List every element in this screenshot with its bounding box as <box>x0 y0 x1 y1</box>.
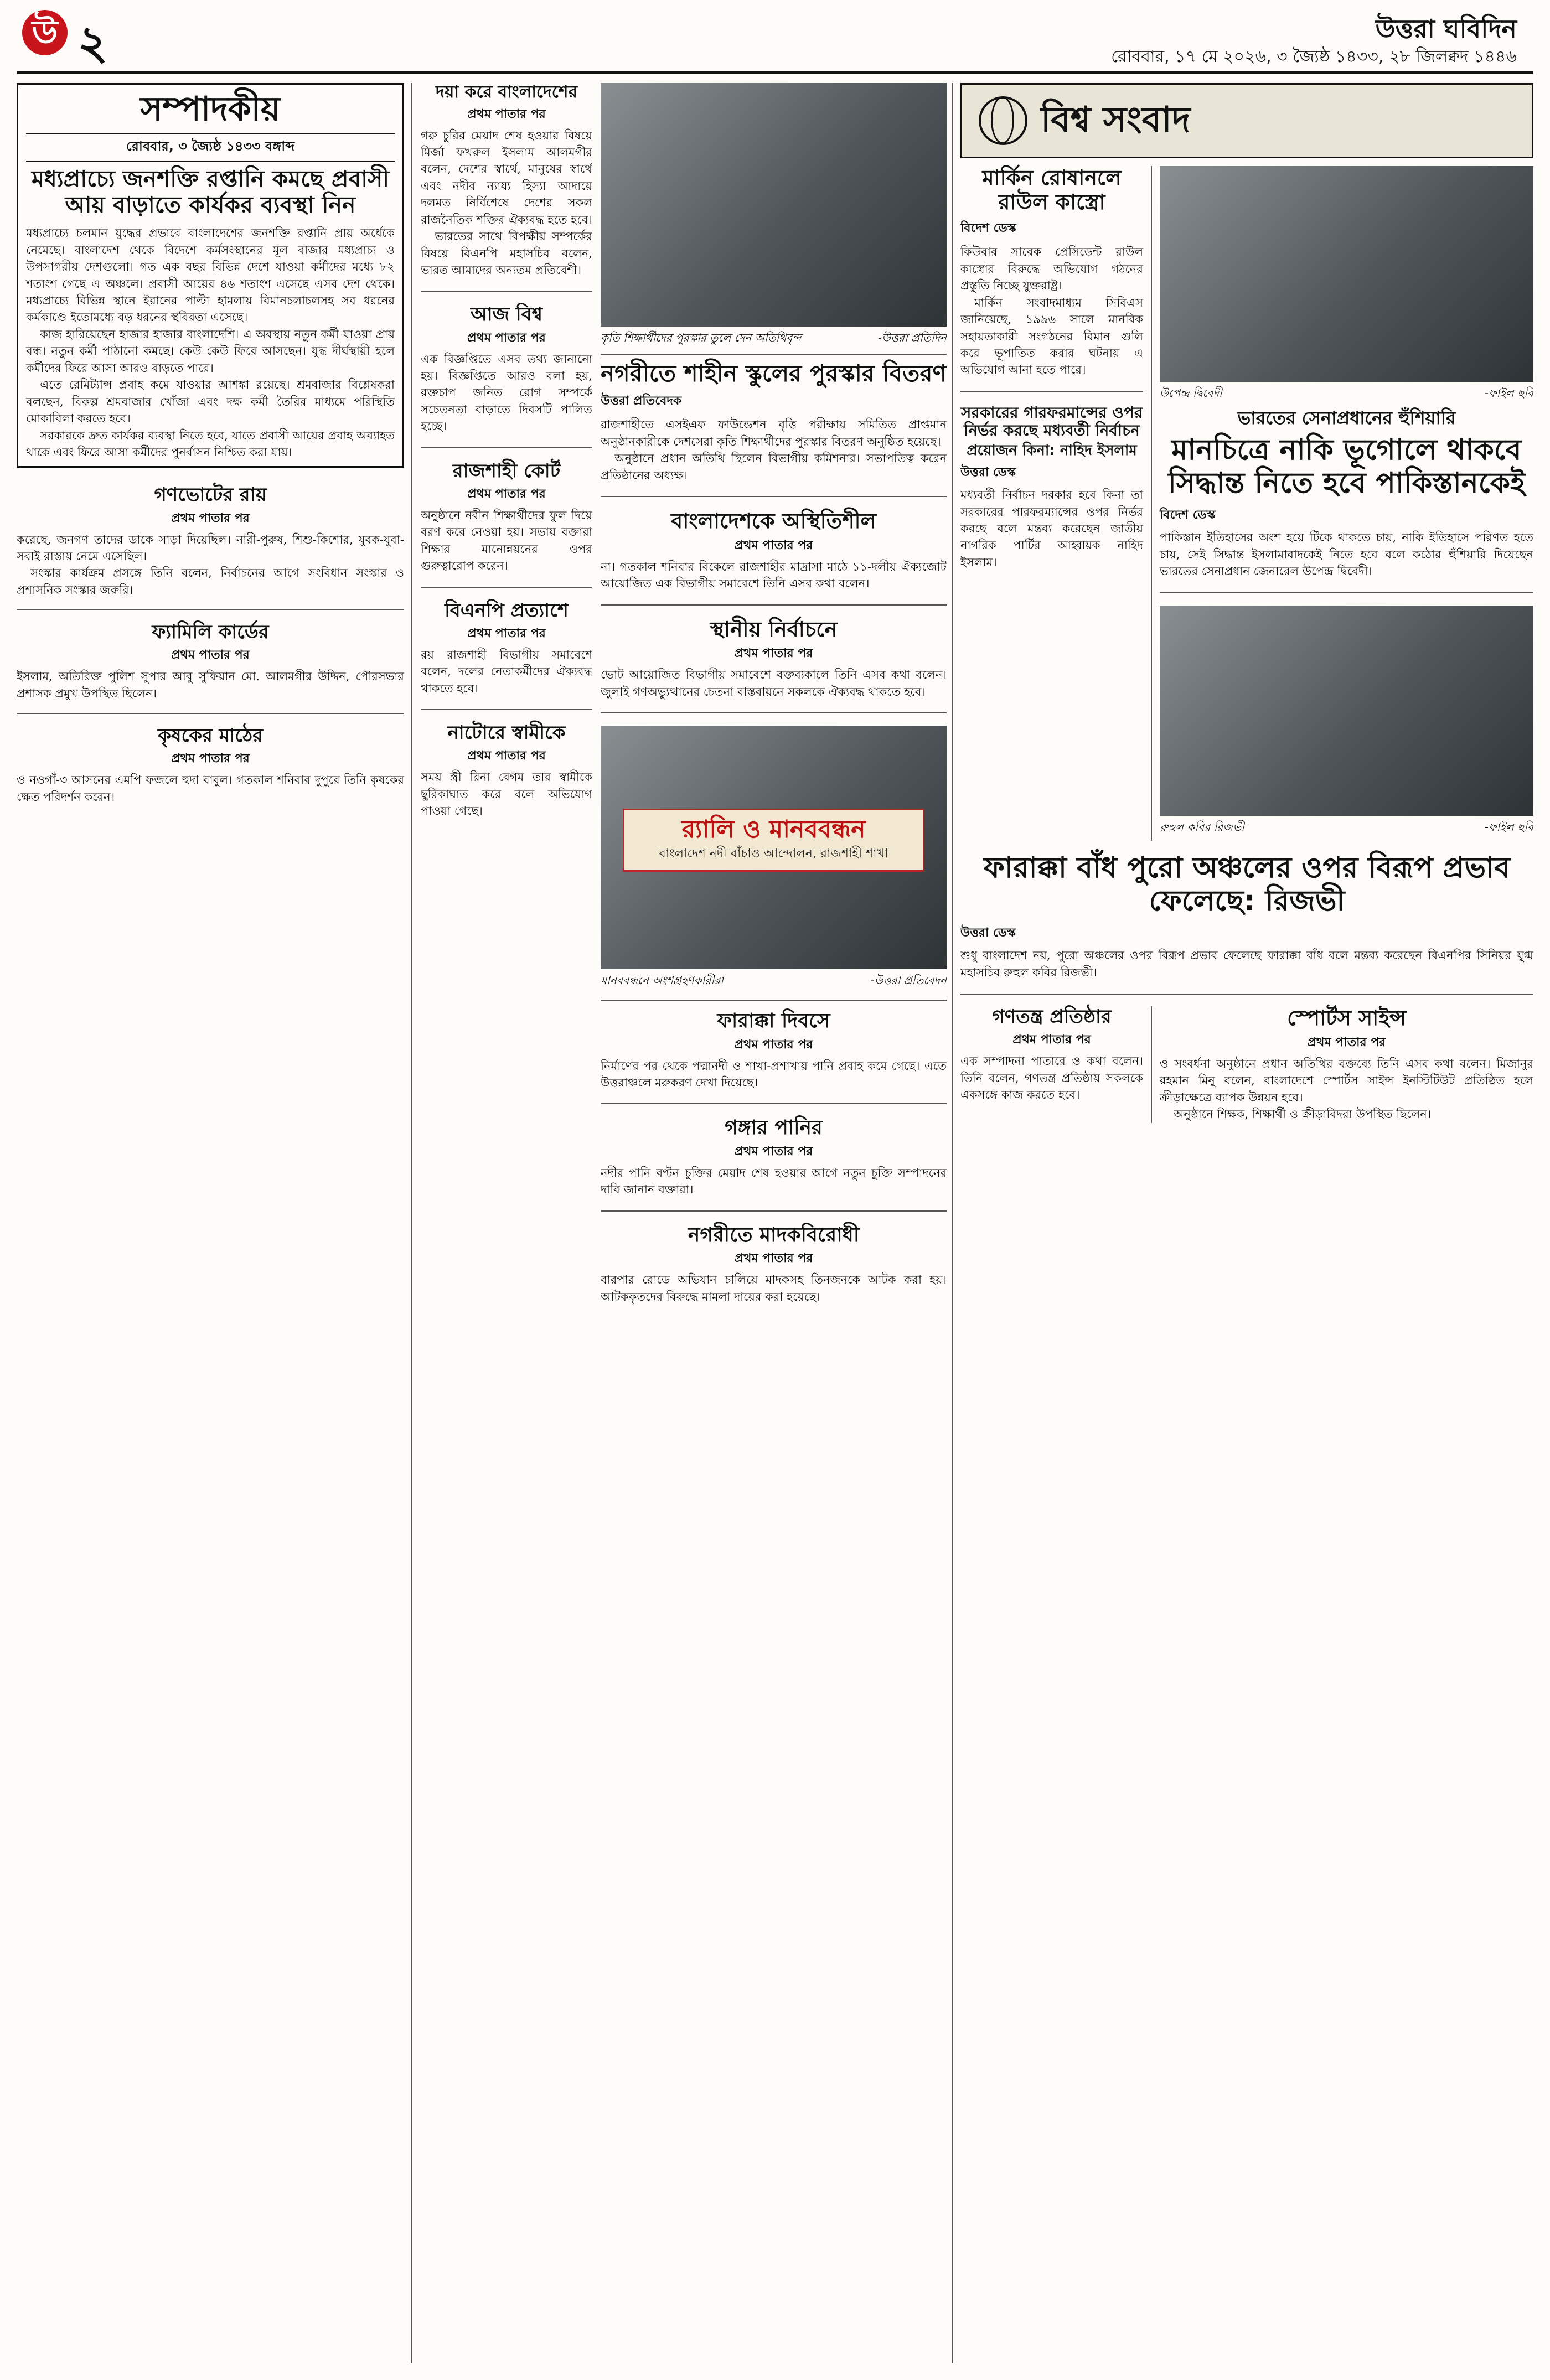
aaj-bishwa-headline: আজ বিশ্ব <box>471 303 542 326</box>
sthanio-headline: স্থানীয় নির্বাচনে <box>710 617 838 641</box>
castro-paragraph: মার্কিন সংবাদমাধ্যম সিবিএস জানিয়েছে, ১৯৯৬ সালে মানবিক সহায়তাকারী সংগঠনের বিমান গুলি করে ভূপাতিত করার ঘটনায় এ অভিযোগ আনা হতে পারে। <box>960 296 1143 377</box>
jump-line: প্রথম পাতার পর <box>734 1037 813 1052</box>
asthir-headline: বাংলাদেশকে অস্থিতিশীল <box>671 509 876 534</box>
farakka-dibas-headline: ফারাক্কা দিবসে <box>717 1010 830 1033</box>
doya-paragraph: গরু চুরির মেয়াদ শেষ হওয়ার বিষয়ে মির্জা ফখরুল ইসলাম আলমগীর বলেন, দেশের স্বার্থে, মানুষের স্বার্থে এবং নদীর ন্যায্য হিস্যা আদায়ে দলমত নির্বিশেষে দেশের সকল রাজনৈতিক শক্তির ঐক্যবদ্ধ হতে হবে। <box>421 128 592 226</box>
jump-line: প্রথম পাতার পর <box>467 626 546 640</box>
aaj-bishwa-paragraph: এক বিজ্ঞপ্তিতে এসব তথ্য জানানো হয়। বিজ্ঞপ্তিতে আরও বলা হয়, রক্তচাপ জনিত রোগ সম্পর্কে সচেতনতা বাড়াতে দিবসটি পালিত হচ্ছে। <box>421 352 592 433</box>
shahin-paragraph: অনুষ্ঠানে প্রধান অতিথি ছিলেন বিভাগীয় কমিশনার। সভাপতিত্ব করেন প্রতিষ্ঠানের অধ্যক্ষ। <box>601 452 947 482</box>
gonotontro-headline: গণতন্ত্র প্রতিষ্ঠার <box>992 1006 1112 1028</box>
photo-caption: রুহুল কবির রিজভী <box>1160 820 1244 834</box>
byline: উত্তরা প্রতিবেদক <box>601 394 682 408</box>
shahin-paragraph: রাজশাহীতে এসইএফ ফাউন্ডেশন বৃত্তি পরীক্ষায় সমিতিত প্রাপ্তমান অনুষ্ঠানকারীকে দেশসেরা কৃতি শিক্ষার্থীদের পুরস্কার বিতরণ অনুষ্ঠিত হয়েছে। <box>601 418 947 448</box>
rajshahi-court-paragraph: অনুষ্ঠানে নবীন শিক্ষার্থীদের ফুল দিয়ে বরণ করে নেওয়া হয়। সভায় বক্তারা শিক্ষার মানোন্নয়নের ওপর গুরুত্বারোপ করেন। <box>421 508 592 573</box>
editorial-date: রোববার, ৩ জ্যৈষ্ঠ ১৪৩৩ বঙ্গাব্দ <box>126 138 295 154</box>
editorial-headline: মধ্যপ্রাচ্যে জনশক্তি রপ্তানি কমছে প্রবাসী আয় বাড়াতে কার্যকর ব্যবস্থা নিন <box>32 165 389 219</box>
photo-credit: -উত্তরা প্রতিবেদন <box>870 974 947 987</box>
garment-headline: সরকারের গারফরমান্সের ওপর নির্ভর করছে মধ্যবর্তী নির্বাচন <box>960 403 1143 440</box>
jump-line: প্রথম পাতার পর <box>467 330 546 345</box>
photo-credit: -ফাইল ছবি <box>1484 820 1533 834</box>
banner-subtitle: বাংলাদেশ নদী বাঁচাও আন্দোলন, রাজশাহী শাখা <box>659 846 888 861</box>
photo-caption: কৃতি শিক্ষার্থীদের পুরস্কার তুলে দেন অতিথিবৃন্দ <box>601 331 802 344</box>
madok-headline: নগরীতে মাদকবিরোধী <box>688 1223 860 1246</box>
jump-line: প্রথম পাতার পর <box>734 646 813 661</box>
sports-story <box>1152 1006 1533 1122</box>
editorial-paragraph: সরকারকে দ্রুত কার্যকর ব্যবস্থা নিতে হবে, যাতে প্রবাসী আয়ের প্রবাহ অব্যাহত থাকে এবং ফিরে আসা কর্মীদের পুনর্বাসন নিশ্চিত করা যায়। <box>26 428 395 459</box>
sports-paragraph: ও সংবর্ধনা অনুষ্ঠানে প্রধান অতিথির বক্তব্যে তিনি এসব কথা বলেন। মিজানুর রহমান মিনু বলেন, বাংলাদেশে স্পোর্টস সাইন্স ইনস্টিটিউট প্রতিষ্ঠিত হলে ক্রীড়াক্ষেত্রে ব্যাপক উন্নয়ন হবে। <box>1160 1057 1533 1104</box>
sports-paragraph: অনুষ্ঠানে শিক্ষক, শিক্ষার্থী ও ক্রীড়াবিদরা উপস্থিত ছিলেন। <box>1174 1108 1432 1121</box>
photo-caption: মানববন্ধনে অংশগ্রহণকারীরা <box>601 974 724 987</box>
garment-kicker: প্রয়োজন কিনা: নাহিদ ইসলাম <box>967 442 1137 459</box>
jump-line: প্রথম পাতার পর <box>734 1144 813 1158</box>
sthanio-paragraph: ভোট আয়োজিত বিভাগীয় সমাবেশে বক্তব্যকালে তিনি এসব কথা বলেন। জুলাই গণঅভ্যুত্থানের চেতনা বাস্তবায়নে সকলকে ঐক্যবদ্ধ থাকতে হবে। <box>601 668 947 699</box>
rajshahi-court-headline: রাজশাহী কোর্ট <box>452 459 561 482</box>
sports-headline: স্পোর্টস সাইন্স <box>1287 1006 1406 1031</box>
page-number: ২ <box>78 15 108 70</box>
jump-line: প্রথম পাতার পর <box>467 107 546 121</box>
jump-line: প্রথম পাতার পর <box>734 1251 813 1266</box>
krishok-headline: কৃষকের মাঠের <box>158 725 263 747</box>
castro-paragraph: কিউবার সাবেক প্রেসিডেন্ট রাউল কাস্ত্রোর বিরুদ্ধে অভিযোগ গঠনের প্রস্তুতি নিচ্ছে যুক্তরাষ্ট্র। <box>960 245 1143 293</box>
garment-paragraph: মধ্যবর্তী নির্বাচন দরকার হবে কিনা তা সরকারের পারফরম্যান্সের ওপর নির্ভর করছে বলে মন্তব্য করেছেন জাতীয় নাগরিক পার্টির আহ্বায়ক নাহিদ ইসলাম। <box>960 488 1143 569</box>
gonobhot-paragraph: সংস্কার কার্যক্রম প্রসঙ্গে তিনি বলেন, নির্বাচনের আগে সংবিধান সংস্কার ও প্রশাসনিক সংস্কার জরুরি। <box>17 566 404 597</box>
rizvi-paragraph: শুধু বাংলাদেশ নয়, পুরো অঞ্চলের ওপর বিরূপ প্রভাব ফেলেছে ফারাক্কা বাঁধ বলে মন্তব্য করেছেন বিএনপির সিনিয়র যুগ্ম মহাসচিব রুহুল কবির রিজভী। <box>960 949 1533 979</box>
jump-line: প্রথম পাতার পর <box>467 487 546 501</box>
editorial-paragraph: এতে রেমিট্যান্স প্রবাহ কমে যাওয়ার আশঙ্কা রয়েছে। শ্রমবাজার বিশ্লেষকরা বলছেন, বিকল্প শ্রমবাজার খোঁজা এবং দক্ষ কর্মী তৈরির মাধ্যমে পরিস্থিতি মোকাবিলা করতে হবে। <box>26 378 395 426</box>
india-kicker: ভারতের সেনাপ্রধানের হুঁশিয়ারি <box>1237 407 1456 428</box>
jump-line: প্রথম পাতার পর <box>171 511 250 525</box>
byline: উত্তরা ডেস্ক <box>960 465 1016 480</box>
india-headline: মানচিত্রে নাকি ভূগোলে থাকবে সিদ্ধান্ত নিতে হবে পাকিস্তানকেই <box>1167 433 1526 500</box>
jump-line: প্রথম পাতার পর <box>467 749 546 763</box>
jump-line: প্রথম পাতার পর <box>734 538 813 552</box>
army-chief-photo <box>1160 166 1533 382</box>
jump-line: প্রথম পাতার পর <box>1307 1035 1386 1049</box>
newspaper-logo: উ <box>22 10 68 55</box>
rizvi-headline: ফারাক্কা বাঁধ পুরো অঞ্চলের ওপর বিরূপ প্রভাব ফেলেছে: রিজভী <box>983 851 1511 918</box>
jump-line: প্রথম পাতার পর <box>171 752 250 766</box>
jump-line: প্রথম পাতার পর <box>1012 1033 1091 1047</box>
world-section-header <box>960 83 1533 158</box>
natore-paragraph: সময় স্ত্রী রিনা বেগম তার স্বামীকে ছুরিকাঘাত করে বলে অভিযোগ পাওয়া গেছে। <box>421 770 592 818</box>
shahin-headline: নগরীতে শাহীন স্কুলের পুরস্কার বিতরণ <box>601 360 947 387</box>
india-paragraph: পাকিস্তান ইতিহাসের অংশ হয়ে টিকে থাকতে চায়, নাকি ইতিহাসে পরিণত হতে চায়, সেই সিদ্ধান্ত ইসলামাবাদকেই নিতে হবে বলে কঠোর হুঁশিয়ারি দিয়েছেন ভারতের সেনাপ্রধান জেনারেল উপেন্দ্র দ্বিবেদী। <box>1160 531 1533 578</box>
gonobhot-headline: গণভোটের রায় <box>154 484 267 506</box>
gonobhot-paragraph: করেছে, জনগণ তাদের ডাকে সাড়া দিয়েছিল। নারী-পুরুষ, শিশু-কিশোর, যুবক-যুবা-সবাই রাস্তায় নেমে এসেছিল। <box>17 532 404 563</box>
photo-credit: -উত্তরা প্রতিদিন <box>877 331 947 344</box>
world-section-title: বিশ্ব সংবাদ <box>1041 100 1191 141</box>
castro-story <box>960 166 1152 841</box>
castro-headline: মার্কিন রোষানলে রাউল কাস্ত্রো <box>982 165 1122 214</box>
gonotontro-story <box>960 1006 1152 1122</box>
gongar-pani-headline: গঙ্গার পানির <box>725 1116 823 1140</box>
editorial-column <box>17 83 404 2363</box>
bnp-paragraph: রয় রাজশাহী বিভাগীয় সমাবেশে বলেন, দলের নেতাকর্মীদের ঐক্যবদ্ধ থাকতে হবে। <box>421 648 592 695</box>
photo-credit: -ফাইল ছবি <box>1484 386 1533 400</box>
bnp-headline: বিএনপি প্রত্যাশে <box>445 599 569 622</box>
madok-paragraph: বারপার রোডে অভিযান চালিয়ে মাদকসহ তিনজনকে আটক করা হয়। আটককৃতদের বিরুদ্ধে মামলা দায়ের করা হয়েছে। <box>601 1273 947 1303</box>
editorial-section-title: সম্পাদকীয় <box>140 90 281 128</box>
family-card-headline: ফ্যামিলি কার্ডের <box>152 621 269 644</box>
globe-icon <box>979 96 1027 145</box>
editorial-paragraph: কাজ হারিয়েছেন হাজার হাজার বাংলাদেশি। এ অবস্থায় নতুন কর্মী যাওয়া প্রায় বন্ধ। নতুন কর্মী পাঠানো কমছে। কেউ কেউ ফিরে আসছেন। যুদ্ধ দীর্ঘস্থায়ী হলে কর্মীদের ফিরে আসা আরও বাড়তে পারে। <box>26 327 395 375</box>
natore-headline: নাটোরে স্বামীকে <box>447 721 566 744</box>
doya-headline: দয়া করে বাংলাদেশের <box>435 83 578 102</box>
doya-paragraph: ভারতের সাথে বিপক্ষীয় সম্পর্কের বিষয়ে বিএনপি মহাসচিব বলেন, ভারত আমাদের অন্যতম প্রতিবেশী। <box>421 230 592 277</box>
local-news-column <box>601 83 947 2363</box>
jump-column <box>421 83 592 2363</box>
jump-line: প্রথম পাতার পর <box>171 648 250 663</box>
masthead-rule <box>17 71 1533 74</box>
krishok-paragraph: ও নওগাঁ-৩ আসনের এমপি ফজলে হুদা বাবুল। গতকাল শনিবার দুপুরে তিনি কৃষকের ক্ষেত পরিদর্শন করেন। <box>17 773 404 804</box>
byline: বিদেশ ডেস্ক <box>1160 508 1216 522</box>
date-line: রোববার, ১৭ মে ২০২৬, ৩ জ্যৈষ্ঠ ১৪৩৩, ২৮ জিলক্বদ ১৪৪৬ <box>1111 47 1517 66</box>
banner-title: র‍্যালি ও মানববন্ধন <box>681 815 866 844</box>
award-photo <box>601 83 947 327</box>
gonotontro-paragraph: এক সম্পাদনা পাতারে ও কথা বলেন। তিনি বলেন, গণতন্ত্র প্রতিষ্ঠায় সকলকে একসঙ্গে কাজ করতে হবে। <box>960 1054 1143 1102</box>
asthir-paragraph: না। গতকাল শনিবার বিকেলে রাজশাহীর মাদ্রাসা মাঠে ১১-দলীয় ঐক্যজোট আয়োজিত এক বিভাগীয় সমাবেশে তিনি এসব কথা বলেন। <box>601 560 947 591</box>
rally-photo <box>601 726 947 969</box>
byline: উত্তরা ডেস্ক <box>960 926 1016 940</box>
photo-caption: উপেন্দ্র দ্বিবেদী <box>1160 386 1222 400</box>
paper-name: উত্তরা ঘবিদিন <box>1375 14 1517 44</box>
farakka-dibas-paragraph: নির্মাণের পর থেকে পদ্মানদী ও শাখা-প্রশাখায় পানি প্রবাহ কমে গেছে। এতে উত্তরাঞ্চলে মরুকরণ দেখা দিয়েছে। <box>601 1059 947 1089</box>
gongar-pani-paragraph: নদীর পানি বণ্টন চুক্তির মেয়াদ শেষ হওয়ার আগে নতুন চুক্তি সম্পাদনের দাবি জানান বক্তারা। <box>601 1166 947 1197</box>
india-story <box>1152 166 1533 841</box>
world-news-column <box>960 83 1533 2363</box>
family-card-paragraph: ইসলাম, অতিরিক্ত পুলিশ সুপার আবু সুফিয়ান মো. আলমগীর উদ্দিন, পৌরসভার প্রশাসক প্রমুখ উপস্থিত ছিলেন। <box>17 670 404 700</box>
rizvi-photo <box>1160 606 1533 816</box>
byline: বিদেশ ডেস্ক <box>960 221 1016 236</box>
editorial-paragraph: মধ্যপ্রাচ্যে চলমান যুদ্ধের প্রভাবে বাংলাদেশের জনশক্তি রপ্তানি প্রায় অর্ধেকে নেমেছে। বাংলাদেশ থেকে বিদেশে কর্মসংস্থানের মূল বাজার মধ্যপ্রাচ্য ও উপসাগরীয় দেশগুলো। গত এক বছর বিভিন্ন দেশে যাওয়া কর্মীদের মধ্যে ৮২ শতাংশ গেছে এ অঞ্চলে। প্রবাসী আয়ের ৪৬ শতাংশ এসেছে এসব দেশ থেকে। মধ্যপ্রাচ্যে বিভিন্ন স্থানে ইরানের পাল্টা হামলায় বিমানচলাচলসহ সব ধরনের কর্মকাণ্ডে ইতোমধ্যে বড় ধরনের স্থবিরতা এসেছে। <box>26 226 395 324</box>
